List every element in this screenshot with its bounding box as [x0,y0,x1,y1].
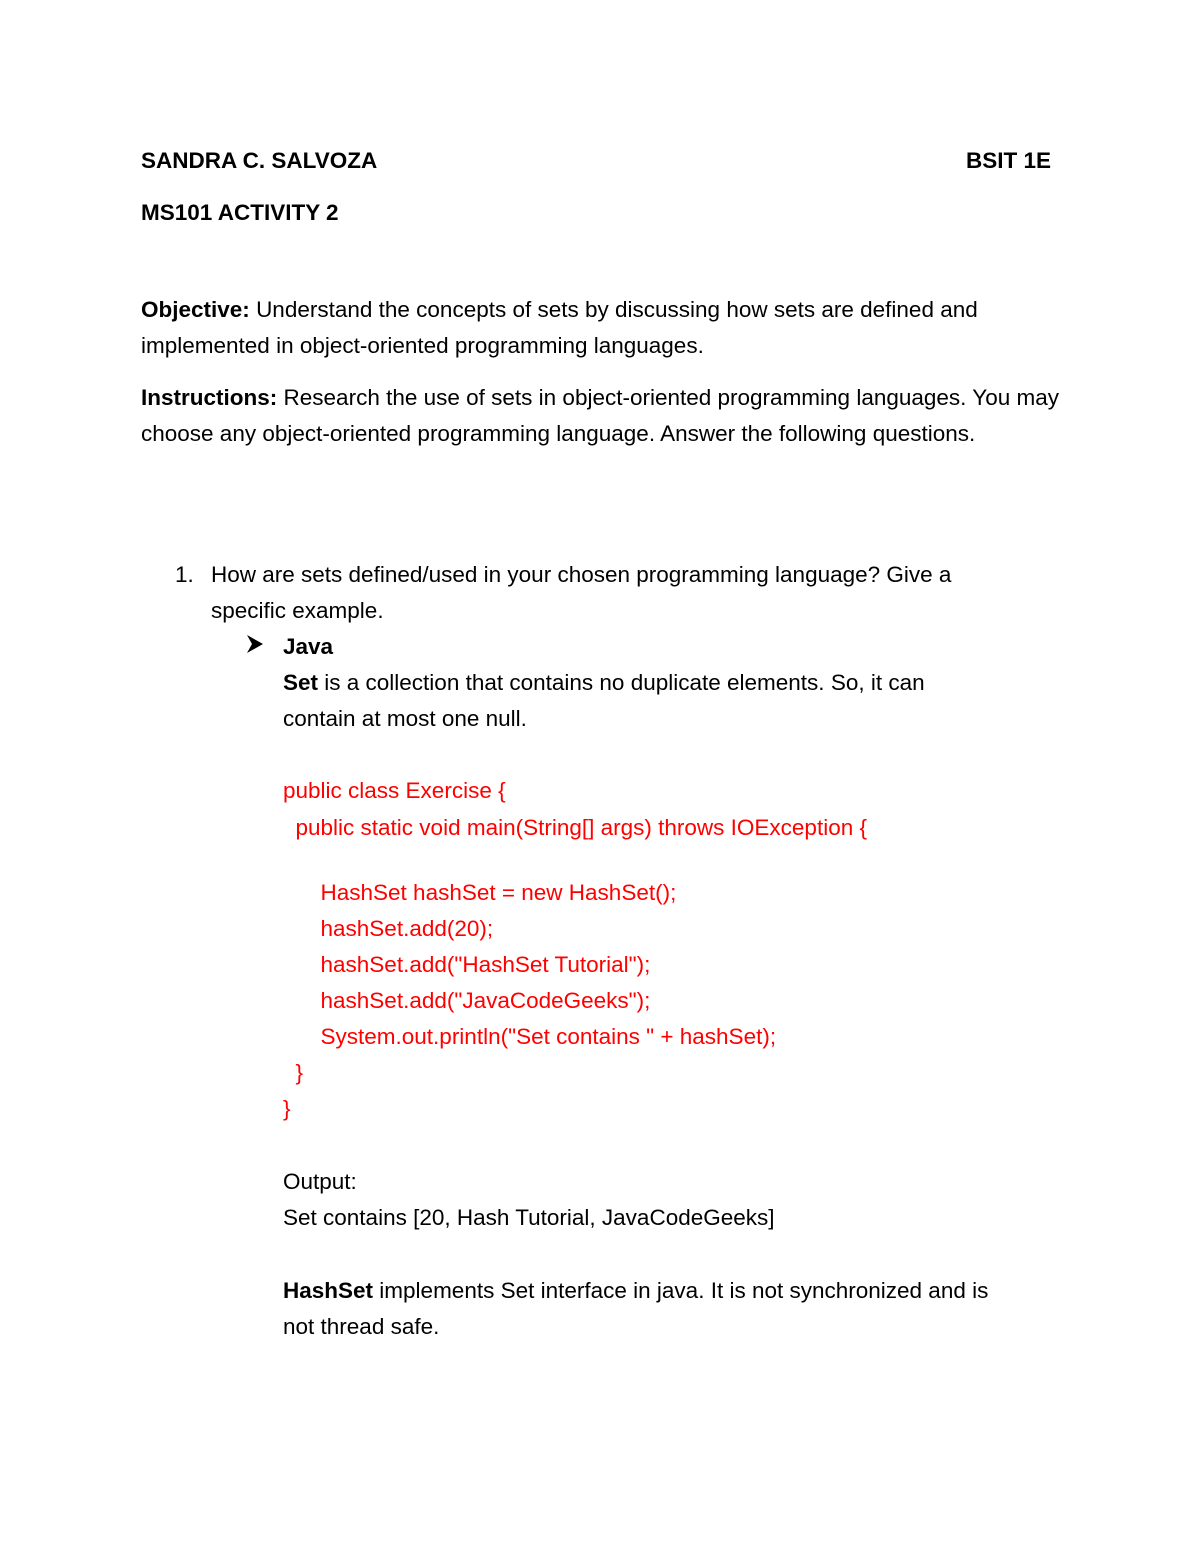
code-line: HashSet hashSet = new HashSet(); [283,880,677,905]
language-name: Java [283,634,334,659]
question-text [211,557,1051,629]
code-line: hashSet.add("JavaCodeGeeks"); [283,988,651,1013]
code-line: public class Exercise { [283,778,506,803]
code-line: hashSet.add(20); [283,916,494,941]
instructions-text: Research the use of sets in object-oriented programming languages. You may choose any object-oriented programming language. Answer the following questions. [141,385,1059,446]
code-line: System.out.println("Set contains " + hashSet); [283,1024,777,1049]
objective-paragraph [141,292,1061,364]
set-term: Set [283,670,319,695]
output-value: Set contains [20, Hash Tutorial, JavaCodeGeeks] [283,1205,775,1230]
hashset-desc-text: implements Set interface in java. It is not synchronized and is [373,1278,989,1303]
activity-title: MS101 ACTIVITY 2 [141,200,339,225]
arrow-bullet-icon [246,634,264,654]
code-line: public static void main(String[] args) throws IOException { [283,815,867,840]
code-line: hashSet.add("HashSet Tutorial"); [283,952,651,977]
output-label: Output: [283,1169,357,1194]
question-line-2: specific example. [211,598,384,623]
instructions-paragraph [141,380,1061,452]
header-row [141,148,1051,176]
objective-text: Understand the concepts of sets by discussing how sets are defined and implemented in object-oriented programming languages. [141,297,978,358]
instructions-label: Instructions: [141,385,278,410]
set-description-line-1 [283,665,925,701]
set-description-line-2: contain at most one null. [283,706,527,731]
student-section: BSIT 1E [965,148,1051,173]
question-line-1: How are sets defined/used in your chosen programming language? Give a [211,562,952,587]
objective-label: Objective: [141,297,250,322]
set-desc-text: is a collection that contains no duplicate elements. So, it can [318,670,925,695]
question-number: 1. [175,562,194,587]
hashset-description-line-1 [283,1273,988,1309]
hashset-term: HashSet [283,1278,374,1303]
code-line: } [283,1096,291,1121]
hashset-description-line-2: not thread safe. [283,1314,440,1339]
code-line: } [283,1060,304,1085]
student-name: SANDRA C. SALVOZA [141,148,378,173]
